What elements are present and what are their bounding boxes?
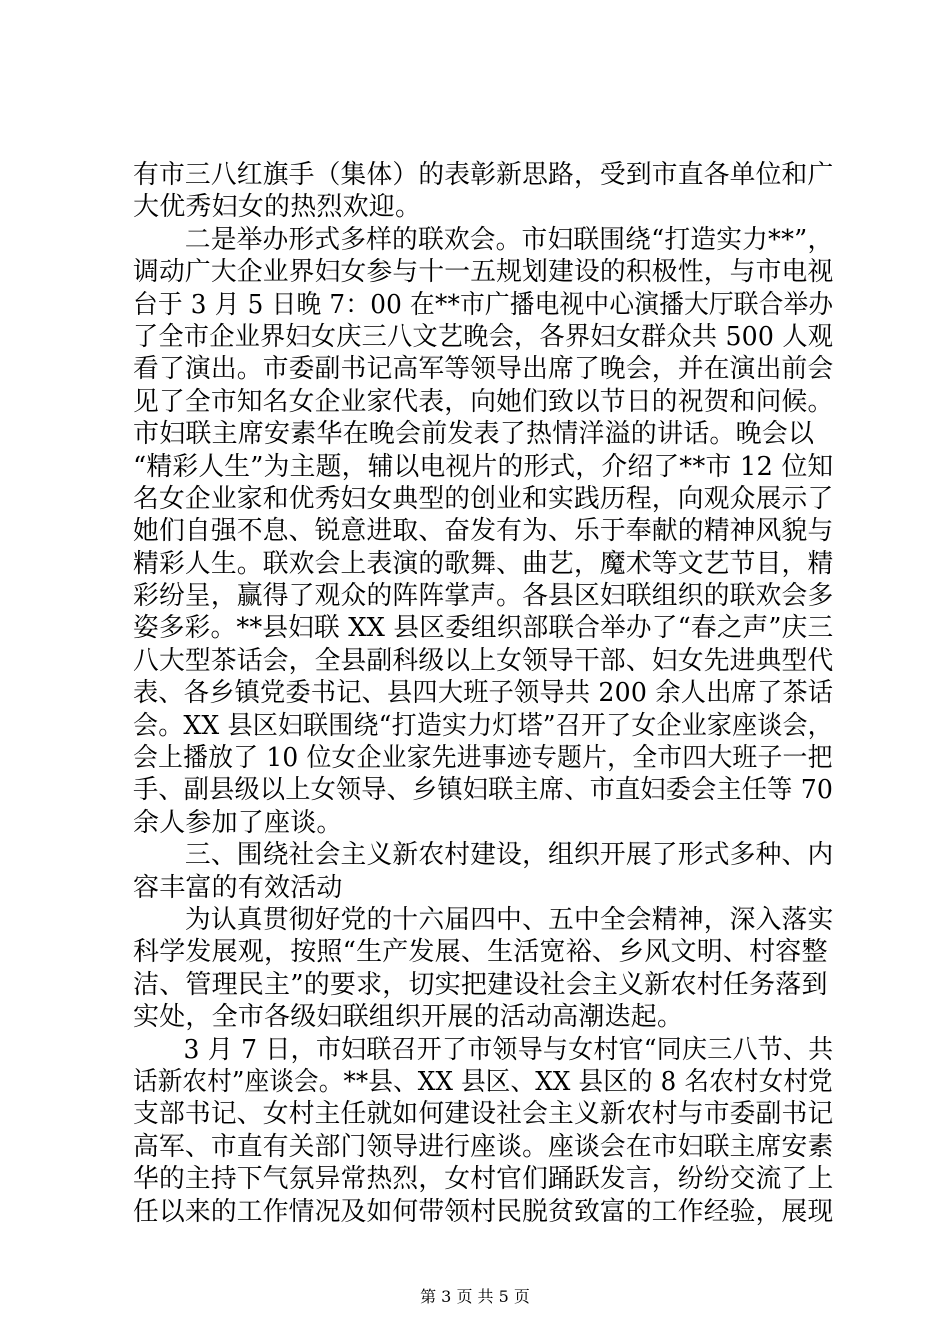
text-line: 会。XX 县区妇联围绕“打造实力灯塔”召开了女企业家座谈会， — [133, 710, 833, 741]
text-line: 3 月 7 日，市妇联召开了市领导与女村官“同庆三八节、共 — [133, 1034, 834, 1065]
text-line: 任以来的工作情况及如何带领村民脱贫致富的工作经验，展现 — [133, 1196, 834, 1227]
text-line: 实处，全市各级妇联组织开展的活动高潮迭起。 — [133, 1002, 684, 1033]
text-line: 看了演出。市委副书记高军等领导出席了晚会，并在演出前会 — [133, 354, 834, 385]
text-line: 会上播放了 10 位女企业家先进事迹专题片，全市四大班子一把 — [133, 743, 833, 774]
text-line: 市妇联主席安素华在晚会前发表了热情洋溢的讲话。晚会以 — [133, 419, 815, 450]
text-line: 二是举办形式多样的联欢会。市妇联围绕“打造实力**”， — [133, 224, 834, 255]
text-line: 为认真贯彻好党的十六届四中、五中全会精神，深入落实 — [133, 904, 834, 935]
text-line: 话新农村”座谈会。**县、XX 县区、XX 县区的 8 名农村女村党 — [133, 1066, 833, 1097]
text-line: 八大型茶话会，全县副科级以上女领导干部、妇女先进典型代 — [133, 645, 834, 676]
text-line: 洁、管理民主”的要求，切实把建设社会主义新农村任务落到 — [133, 969, 828, 1000]
text-line: 她们自强不息、锐意进取、奋发有为、乐于奉献的精神风貌与 — [133, 516, 834, 547]
text-line: 容丰富的有效活动 — [133, 872, 343, 903]
text-line: 科学发展观，按照“生产发展、生活宽裕、乡风文明、村容整 — [133, 937, 828, 968]
text-line: 了全市企业界妇女庆三八文艺晚会，各界妇女群众共 500 人观 — [133, 321, 834, 352]
text-line: 手、副县级以上女领导、乡镇妇联主席、市直妇委会主任等 70 — [133, 775, 834, 806]
text-line: 支部书记、女村主任就如何建设社会主义新农村与市委副书记 — [133, 1099, 834, 1130]
page-footer: 第 3 页 共 5 页 — [420, 1287, 530, 1306]
text-line: 余人参加了座谈。 — [133, 807, 343, 838]
text-line: 高军、市直有关部门领导进行座谈。座谈会在市妇联主席安素 — [133, 1131, 834, 1162]
text-line: 姿多彩。**县妇联 XX 县区委组织部联合举办了“春之声”庆三 — [133, 613, 834, 644]
text-line: “精彩人生”为主题，辅以电视片的形式，介绍了**市 12 位知 — [133, 451, 834, 482]
text-line: 彩纷呈，赢得了观众的阵阵掌声。各县区妇联组织的联欢会多 — [133, 581, 834, 612]
text-line: 有市三八红旗手（集体）的表彰新思路，受到市直各单位和广 — [133, 160, 834, 190]
text-line: 台于 3 月 5 日晚 7：00 在**市广播电视中心演播大厅联合举办 — [133, 289, 834, 320]
text-line: 名女企业家和优秀妇女典型的创业和实践历程，向观众展示了 — [133, 483, 834, 514]
text-line: 表、各乡镇党委书记、县四大班子领导共 200 余人出席了茶话 — [133, 678, 834, 709]
text-line: 调动广大企业界妇女参与十一五规划建设的积极性，与市电视 — [133, 257, 834, 288]
body-text — [133, 159, 833, 1228]
text-line: 三、围绕社会主义新农村建设，组织开展了形式多种、内 — [133, 840, 834, 871]
text-line: 华的主持下气氛异常热烈，女村官们踊跃发言，纷纷交流了上 — [133, 1164, 834, 1195]
text-line: 大优秀妇女的热烈欢迎。 — [133, 192, 422, 223]
text-line: 精彩人生。联欢会上表演的歌舞、曲艺，魔术等文艺节目，精 — [133, 548, 834, 579]
text-line: 见了全市知名女企业家代表，向她们致以节日的祝贺和问候。 — [133, 386, 834, 417]
